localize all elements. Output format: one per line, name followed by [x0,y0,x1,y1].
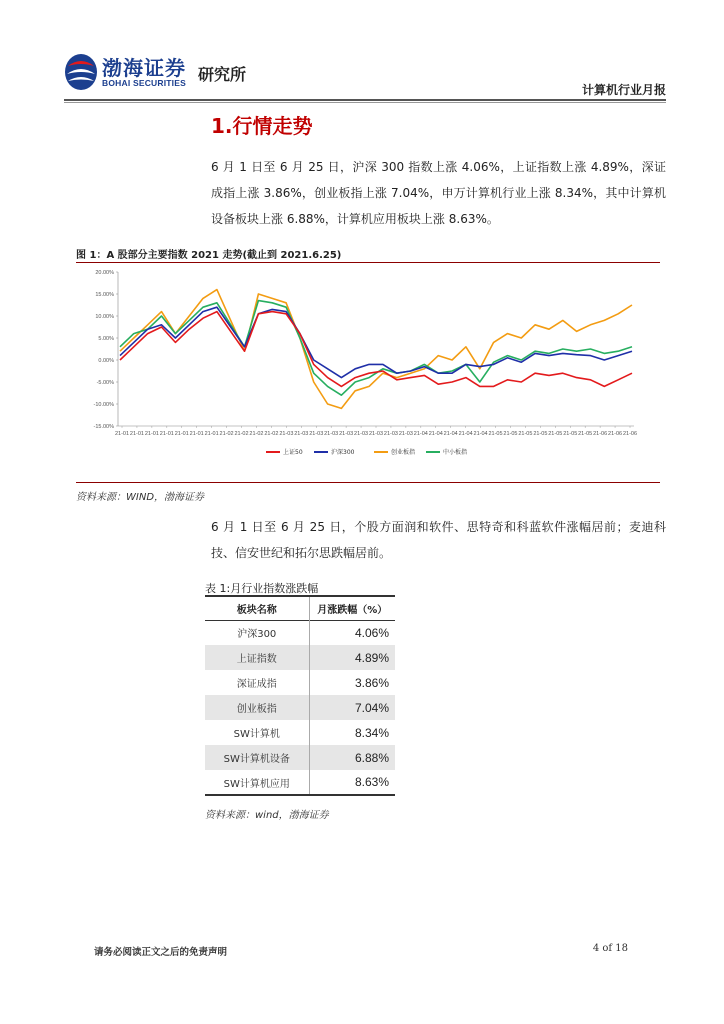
sector-name: SW计算机应用 [205,770,309,795]
x-tick-label: 21-03 [398,431,413,437]
sector-name: SW计算机设备 [205,745,309,770]
x-tick-label: 21-01 [204,431,219,437]
x-tick-label: 21-02 [264,431,279,437]
logo-english-name: BOHAI SECURITIES [102,78,186,88]
page-number: 4 of 18 [592,943,628,954]
header-monthly-change: 月涨跌幅（%） [317,604,388,616]
sector-change: 8.34% [354,725,389,740]
stock-movers-paragraph: 6 月 1 日至 6 月 25 日，个股方面润和软件、思特奇和科蓝软件涨幅居前；麦迪科技、信安世纪和拓尔思跌幅居前。 [211,520,666,560]
report-type: 计算机行业月报 [581,83,666,97]
section-title: 1.行情走势 [211,114,313,138]
series-line-1 [120,307,632,377]
sector-name: 深证成指 [205,670,309,695]
table-title: 表 1:月行业指数涨跌幅 [205,582,319,595]
x-tick-label: 21-03 [279,431,294,437]
x-tick-label: 21-04 [458,431,473,437]
sector-name: 上证指数 [205,645,309,670]
sector-change: 3.86% [354,675,389,690]
series-line-3 [120,301,632,396]
x-tick-label: 21-03 [339,431,354,437]
figure-title: 图 1：A 股部分主要指数 2021 走势(截止到 2021.6.25) [76,250,342,261]
table-row [205,720,395,745]
x-tick-label: 21-04 [428,431,443,437]
x-tick-label: 21-01 [129,431,144,437]
bohai-logo-icon [64,52,98,92]
sector-name: SW计算机 [205,720,309,745]
y-tick-label: 20.00% [95,270,114,276]
table-row [205,645,395,670]
legend-label: 沪深300 [331,449,355,456]
disclaimer-note: 请务必阅读正文之后的免责声明 [94,947,228,958]
table-row [205,745,395,770]
table-source: 资料来源：wind，渤海证券 [205,810,329,821]
sector-name: 创业板指 [205,695,309,720]
x-tick-label: 21-01 [144,431,159,437]
x-tick-label: 21-06 [608,431,623,437]
figure-bottom-rule [76,482,660,483]
x-tick-label: 21-03 [324,431,339,437]
x-tick-label: 21-03 [309,431,324,437]
industry-index-table [205,595,395,796]
table-row [205,620,395,645]
x-tick-label: 21-01 [114,431,130,437]
y-tick-label: -5.00% [96,380,114,386]
x-tick-label: 21-05 [518,431,533,437]
x-tick-label: 21-02 [249,431,264,437]
x-tick-label: 21-03 [354,431,369,437]
x-tick-label: 21-05 [548,431,563,437]
market-summary-paragraph: 6 月 1 日至 6 月 25 日，沪深 300 指数上涨 4.06%，上证指数上涨 4.89%，深证成指上涨 3.86%，创业板指上涨 7.04%，申万计算机行业上涨 8.34%，其中计算机设备板块上涨 6.88%，计算机应用板块上涨 8.63%。 [211,160,666,226]
header-divider [64,99,666,101]
sector-change: 4.89% [354,650,389,665]
x-tick-label: 21-06 [622,431,638,437]
x-tick-label: 21-02 [234,431,249,437]
x-tick-label: 21-03 [368,431,384,437]
table-row [205,695,395,720]
y-tick-label: 10.00% [95,314,114,320]
x-tick-label: 21-01 [174,431,189,437]
x-tick-label: 21-03 [383,431,398,437]
x-tick-label: 21-05 [488,431,503,437]
sector-change: 4.06% [354,625,389,640]
figure-source: 资料来源：WIND，渤海证券 [76,492,205,503]
logo-chinese-name: 渤海证券 [102,56,186,80]
x-tick-label: 21-04 [443,431,458,437]
x-tick-label: 21-05 [533,431,548,437]
y-tick-label: 5.00% [98,336,114,342]
x-tick-label: 21-01 [159,431,174,437]
institute-name: 研究所 [198,65,247,84]
table-row [205,770,395,795]
sector-name: 沪深300 [205,620,309,645]
sector-change: 6.88% [354,750,389,765]
page-header [0,0,724,105]
y-tick-label: 15.00% [95,292,114,298]
x-tick-label: 21-01 [189,431,204,437]
series-line-2 [120,290,632,409]
x-tick-label: 21-05 [578,431,593,437]
x-tick-label: 21-05 [503,431,518,437]
sector-change: 7.04% [354,700,389,715]
table-header-row [205,596,395,620]
sector-change: 8.63% [354,775,389,789]
x-tick-label: 21-05 [563,431,578,437]
x-tick-label: 21-04 [413,431,428,437]
y-tick-label: -10.00% [93,402,114,408]
legend-label: 创业板指 [391,449,416,456]
header-divider-thin [64,102,666,103]
company-logo [64,52,254,96]
y-tick-label: -15.00% [93,424,114,430]
x-tick-label: 21-06 [593,431,608,437]
table-row [205,670,395,695]
x-tick-label: 21-02 [219,431,234,437]
x-tick-label: 21-04 [473,431,488,437]
y-tick-label: 0.00% [98,358,114,364]
series-line-0 [120,312,632,387]
legend-label: 上证50 [283,449,303,456]
header-sector-name: 板块名称 [205,596,309,620]
legend-label: 中小板指 [443,449,468,456]
index-trend-chart [76,264,660,480]
figure-top-rule [76,262,660,263]
x-tick-label: 21-03 [294,431,309,437]
